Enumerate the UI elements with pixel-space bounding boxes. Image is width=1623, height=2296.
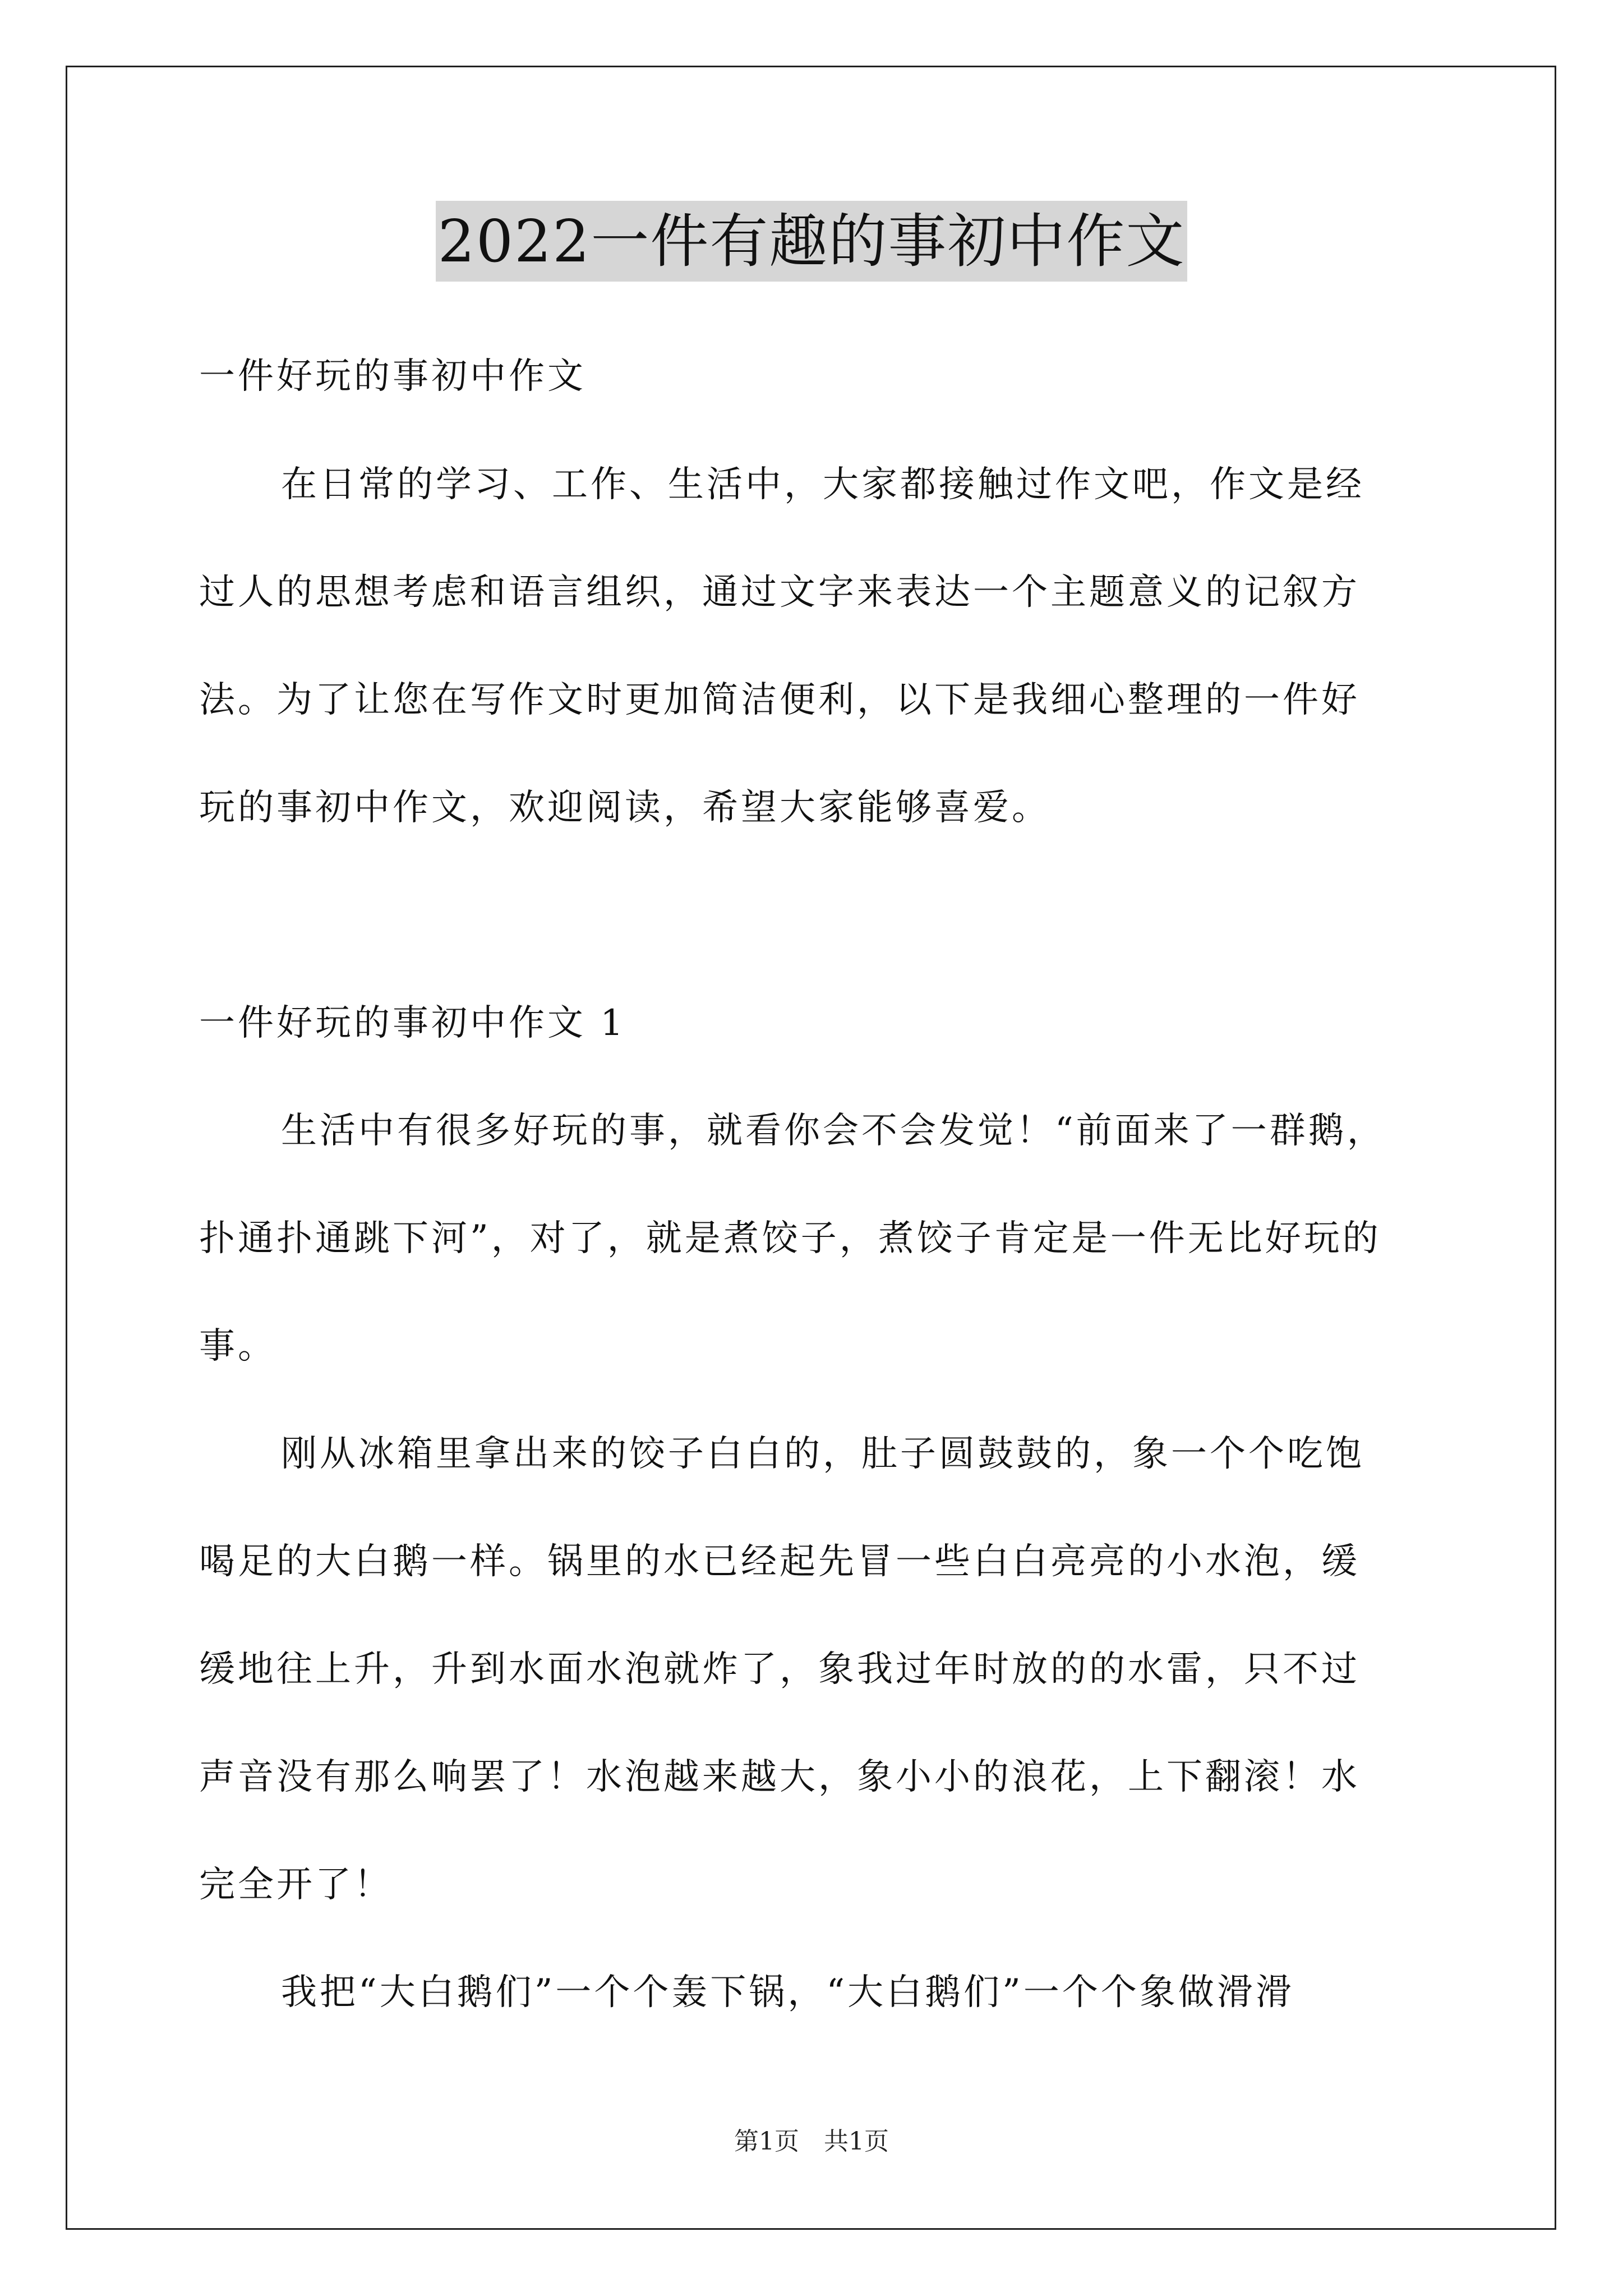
paragraph-line: 我把“大白鹅们”一个个轰下锅，“大白鹅们”一个个象做滑滑	[281, 1972, 1294, 2013]
paragraph-line: 声音没有那么响罢了！水泡越来越大，象小小的浪花，上下翻滚！水	[199, 1756, 1360, 1798]
paragraph-line: 扑通扑通跳下河”，对了，就是煮饺子，煮饺子肯定是一件无比好玩的	[199, 1218, 1381, 1259]
section-heading: 一件好玩的事初中作文 1	[199, 1002, 626, 1044]
paragraph-line: 在日常的学习、工作、生活中，大家都接触过作文吧，作文是经	[281, 464, 1364, 505]
paragraph-line: 生活中有很多好玩的事，就看你会不会发觉！“前面来了一群鹅，	[281, 1110, 1386, 1152]
paragraph-line: 刚从冰箱里拿出来的饺子白白的，肚子圆鼓鼓的，象一个个吃饱	[281, 1433, 1364, 1475]
document-title: 2022一件有趣的事初中作文	[436, 201, 1188, 282]
paragraph-line: 法。为了让您在写作文时更加简洁便利，以下是我细心整理的一件好	[199, 679, 1360, 721]
paragraph-line: 过人的思想考虑和语言组织，通过文字来表达一个主题意义的记叙方	[199, 572, 1360, 613]
title-block	[0, 201, 1623, 282]
paragraph-line: 缓地往上升，升到水面水泡就炸了，象我过年时放的的水雷，只不过	[199, 1649, 1360, 1690]
paragraph-line: 完全开了！	[199, 1864, 393, 1906]
paragraph-line: 事。	[199, 1326, 276, 1367]
paragraph-line: 喝足的大白鹅一样。锅里的水已经起先冒一些白白亮亮的小水泡，缓	[199, 1541, 1360, 1582]
paragraph-line: 玩的事初中作文，欢迎阅读，希望大家能够喜爱。	[199, 787, 1050, 829]
page-number: 第1页 共1页	[734, 2127, 889, 2156]
section-heading: 一件好玩的事初中作文	[199, 356, 586, 397]
